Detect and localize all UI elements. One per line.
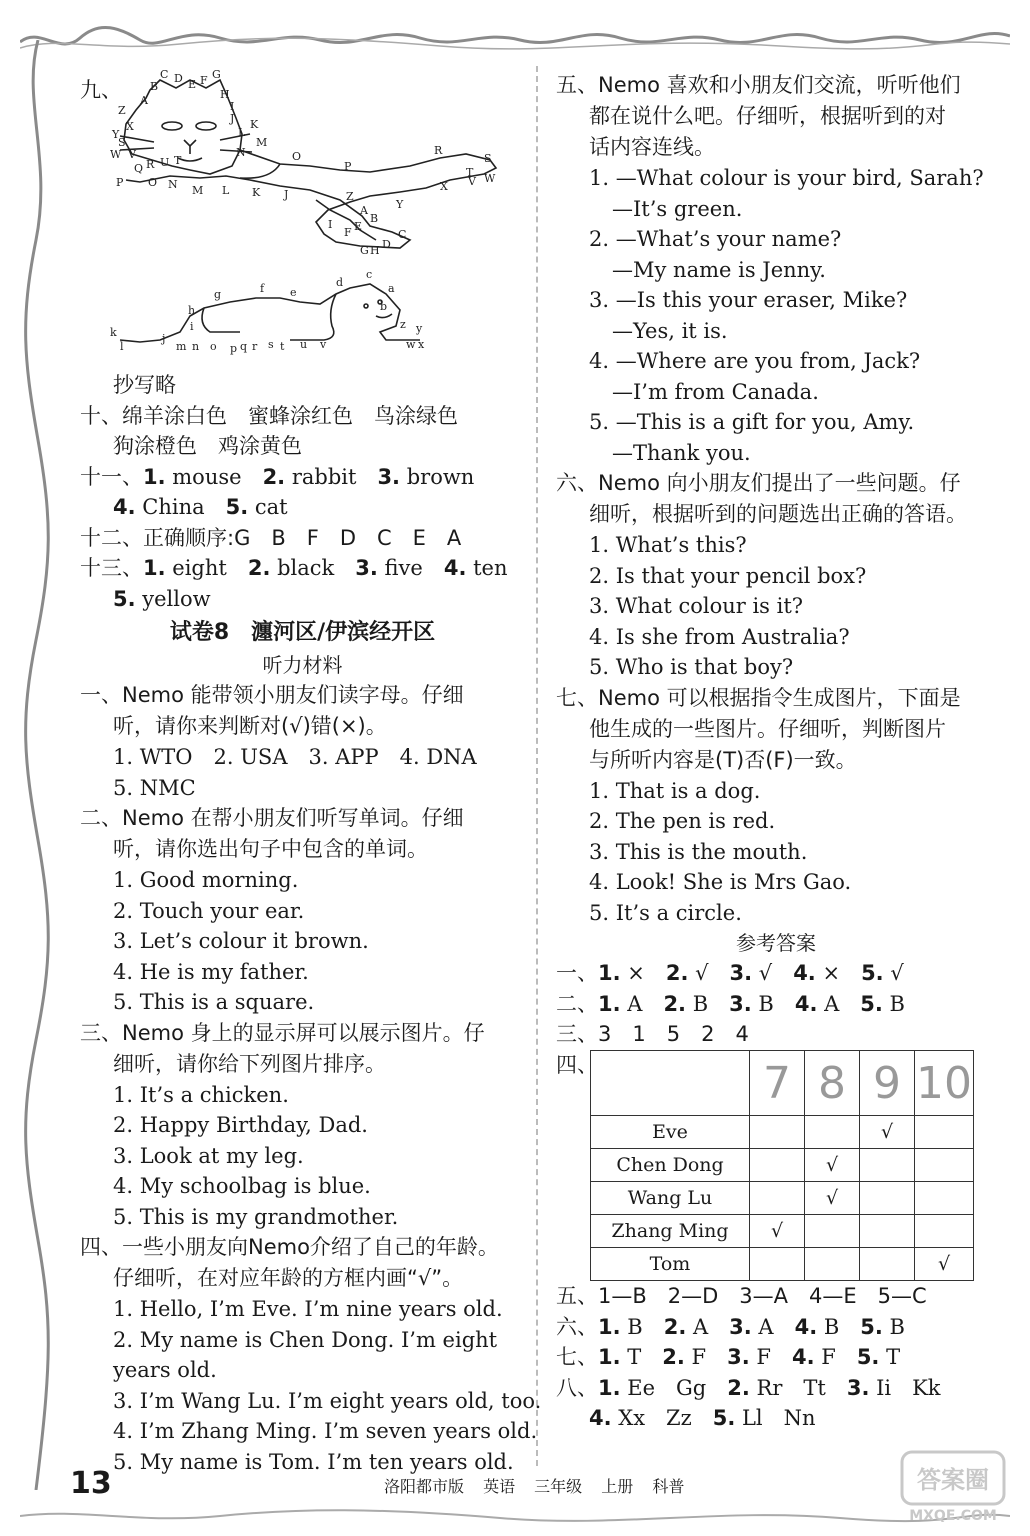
svg-text:B: B [370,212,379,225]
item-number: 1. [598,991,621,1016]
part6-heading-line2: 细听，根据听到的问题选出正确的答语。 [589,502,967,526]
svg-text:z: z [400,318,406,331]
part3-heading-line1: 三、Nemo 身上的显示屏可以展示图片。仔 [80,1020,485,1045]
list-item: 4. Look! She is Mrs Gao. [589,870,852,894]
item-number: 4. [443,556,467,580]
item-number: 1. [598,961,621,985]
list-item: 2. Happy Birthday, Dad. [113,1113,368,1137]
item-number: 2. [727,1375,750,1400]
svg-text:k: k [110,326,117,339]
svg-text:D: D [382,238,391,251]
list-item: —It’s green. [612,196,743,221]
q12-line: 十二、正确顺序:G B F D C E A [80,525,462,550]
svg-text:v: v [320,338,327,351]
list-item: 1. —What colour is your bird, Sarah? [589,166,984,190]
item-number: 5. [861,961,884,985]
svg-text:F: F [344,226,352,239]
item-value: F [814,1345,857,1369]
part4-heading-line1: 四、一些小朋友向Nemo介绍了自己的年龄。 [80,1235,499,1259]
item-number: 3. [846,1375,870,1400]
list-item: 3. This is the mouth. [589,839,808,864]
svg-text:C: C [398,228,407,241]
item-value: B [882,1314,905,1339]
svg-text:D: D [174,72,183,85]
item-number: 4. [791,1345,815,1369]
svg-text:C: C [160,70,169,81]
age-header-cell: 9 [860,1051,915,1116]
mark-cell [860,1182,915,1215]
list-item: 2. —What’s your name? [589,227,842,251]
list-item: 3. Let’s colour it brown. [113,929,369,953]
q13-prefix: 十三、 [80,556,143,580]
item-value: A [751,1314,795,1339]
watermark-url: MXQE.COM [909,1508,997,1524]
item-value: √ [883,961,904,985]
mark-cell [915,1149,974,1182]
name-cell: Wang Lu [591,1182,750,1215]
item-value: B [882,991,905,1016]
item-number: 3. [727,1345,750,1369]
q13-line2 [80,584,525,615]
name-cell: Eve [591,1116,750,1149]
item-value: yellow [135,586,211,611]
mark-cell [915,1116,974,1149]
list-item: —Thank you. [612,440,751,465]
part7-heading-line2: 他生成的一些图片。仔细听，判断图片 [589,716,946,741]
q11-line2 [80,492,525,523]
item-value: √ [752,961,794,985]
svg-text:I: I [328,218,333,231]
svg-text:y: y [416,322,423,335]
item-number: 5. [860,1314,883,1339]
item-number: 5. [856,1345,880,1369]
svg-text:V: V [468,175,476,188]
list-item: 4. Is she from Australia? [589,624,850,649]
item-number: 3. [377,464,401,489]
mark-cell [915,1182,974,1215]
section-title: 试卷8 瀍河区/伊滨经开区 [169,620,436,645]
item-number: 3. [355,556,378,580]
item-number: 一、 [556,961,598,985]
svg-text:Y: Y [396,198,404,211]
list-item: 1. That is a dog. [589,778,761,803]
age-header-cell: 10 [915,1051,974,1116]
item-number: 七、 [556,1345,598,1369]
item-number: 六、 [556,1314,598,1339]
list-item: 5. Who is that boy? [589,655,794,679]
list-item: 3. Look at my leg. [113,1143,304,1168]
mark-cell: √ [805,1149,860,1182]
svg-text:H: H [370,244,380,257]
age-table [590,1050,974,1281]
item-number: 4. [794,1314,818,1339]
item-value: China [135,495,226,519]
mark-cell [915,1215,974,1248]
item-number: 二、 [556,991,598,1016]
svg-text:g: g [214,288,222,301]
item-value: eight [165,556,248,580]
svg-text:r: r [252,340,258,353]
svg-text:A: A [140,94,148,107]
item-value: A [620,991,664,1016]
table-row [591,1215,974,1248]
svg-text:S: S [484,152,492,165]
part1-heading-line1: 一、Nemo 能带领小朋友们读字母。仔细 [80,683,464,707]
item-number: 2. [665,961,689,985]
mark-cell [860,1248,915,1281]
svg-text:q: q [240,340,248,353]
svg-text:J: J [284,188,289,201]
name-cell: Tom [591,1248,750,1281]
svg-text:j: j [162,332,166,345]
svg-text:s: s [268,338,274,351]
answer-3: 三、3 1 5 2 4 [556,1022,749,1046]
item-number: 2. [262,464,286,489]
q13-line1 [80,553,525,584]
q11-prefix: 十一、 [80,464,143,489]
item-number: 八、 [556,1375,598,1400]
list-item: 1. Good morning. [113,868,299,892]
svg-text:L: L [238,126,246,139]
column-divider [536,66,538,1466]
list-item: 3. What colour is it? [589,594,804,618]
svg-text:P: P [116,176,124,189]
svg-text:T: T [466,166,474,179]
part5-heading-line1: 五、Nemo 喜欢和小朋友们交流，听听他们 [556,73,961,97]
item-value: × [620,961,666,985]
item-number: 3. [729,991,752,1016]
decorative-left-border [18,40,58,1490]
item-number: 5. [712,1406,736,1430]
part3-heading-line2: 细听，请你给下列图片排序。 [113,1051,386,1076]
right-column [556,70,996,1434]
svg-text:t: t [280,340,285,353]
list-item: 2. The pen is red. [589,809,776,833]
item-value: B [620,1314,664,1339]
mark-cell: √ [805,1182,860,1215]
svg-text:x: x [418,338,425,351]
svg-text:E: E [354,220,363,233]
table-header-row [591,1051,974,1116]
part1-items-line2: 5. NMC [113,775,196,800]
mark-cell [860,1149,915,1182]
q10-line1: 十、绵羊涂白色 蜜蜂涂红色 鸟涂绿色 [80,403,458,428]
svg-text:Q: Q [134,162,144,175]
list-item: 5. This is my grandmother. [113,1204,399,1229]
mark-cell [750,1116,805,1149]
list-item: —Yes, it is. [612,318,728,343]
item-value: rabbit [285,464,378,489]
svg-text:R: R [434,144,443,157]
list-item: 5. This is a square. [113,990,315,1014]
svg-text:E: E [188,78,197,91]
item-number: 4. [794,991,818,1016]
svg-text:p: p [230,342,238,355]
list-item: 4. He is my father. [113,959,309,984]
item-value: × [815,961,862,985]
mark-cell: √ [750,1215,805,1248]
mark-cell [805,1116,860,1149]
item-number: 3. [729,961,753,985]
age-header-cell: 8 [805,1051,860,1116]
svg-text:F: F [200,74,208,87]
svg-text:J: J [230,112,235,125]
item-value: B [751,991,795,1016]
svg-text:N: N [236,146,246,159]
item-number: 2. [247,556,271,580]
section-subtitle: 听力材料 [262,653,343,677]
item-number: 4. [589,1406,612,1430]
svg-text:U: U [160,156,170,169]
part2-heading-line1: 二、Nemo 在帮小朋友们听写单词。仔细 [80,806,464,830]
mark-cell [805,1248,860,1281]
decorative-top-border [20,22,1010,56]
svg-text:l: l [120,340,124,353]
svg-text:P: P [344,160,352,173]
answer-4-label: 四、 [556,1052,598,1077]
svg-text:Y: Y [112,128,120,141]
item-number: 4. [793,961,816,985]
item-number: 1. [143,556,166,580]
q10-line2: 狗涂橙色 鸡涂黄色 [113,434,302,458]
left-column [80,70,542,1477]
svg-text:K: K [250,118,259,131]
q11-line1 [80,462,525,493]
dot-to-dot-illustration [80,70,510,370]
item-number: 2. [663,1314,687,1339]
part2-heading-line2: 听，请你选出句子中包含的单词。 [113,837,428,861]
watermark-logo [898,1448,1008,1526]
table-row [591,1116,974,1149]
item-number: 1. [598,1314,621,1339]
svg-text:G: G [360,244,369,257]
item-value: Ii Kk [869,1375,941,1400]
table-corner-cell [591,1051,750,1116]
item-number: 4. [113,495,136,519]
item-number: 5. [113,586,136,611]
svg-text:A: A [360,204,368,217]
item-value: black [270,556,356,580]
answer-2 [556,989,996,1020]
item-value: Ee Gg [620,1375,728,1400]
part5-heading-line3: 话内容连线。 [589,135,715,159]
item-number: 3. [729,1314,752,1339]
list-item: 5. —This is a gift for you, Amy. [589,410,915,434]
answer-8-line2 [556,1403,996,1434]
svg-text:X: X [440,180,448,193]
list-item: 4. —Where are you from, Jack? [589,349,921,373]
item-number: 5. [225,495,249,519]
svg-text:Z: Z [346,190,354,203]
item-value: ten [466,556,508,580]
dot-to-dot-puzzle [80,70,525,370]
svg-text:w: w [406,338,416,351]
item-value: F [749,1345,792,1369]
svg-text:K: K [252,186,261,199]
part7-heading-line1: 七、Nemo 可以根据指令生成图片，下面是 [556,685,961,710]
watermark-text: 答案圈 [917,1466,989,1494]
item-value: Rr Tt [749,1375,847,1400]
svg-text:i: i [190,320,194,333]
svg-text:O: O [148,176,158,189]
mark-cell: √ [915,1248,974,1281]
item-number: 2. [663,991,687,1016]
svg-text:I: I [230,100,235,113]
svg-text:W: W [110,148,122,161]
list-item: 1. Hello, I’m Eve. I’m nine years old. [113,1297,503,1321]
page-number: 13 [70,1466,112,1501]
list-item: 3. —Is this your eraser, Mike? [589,288,908,312]
item-value: A [686,1314,730,1339]
svg-text:V: V [128,148,136,161]
list-item: years old. [113,1358,217,1382]
decorative-bottom-border [20,1506,1010,1526]
svg-text:h: h [188,304,196,317]
item-value: A [817,991,861,1016]
table-row [591,1149,974,1182]
svg-text:T: T [174,154,182,167]
list-item: —My name is Jenny. [612,257,826,282]
item-number: 1. [598,1345,621,1369]
svg-text:a: a [388,282,395,295]
name-cell: Zhang Ming [591,1215,750,1248]
age-header-cell: 7 [750,1051,805,1116]
svg-text:M: M [192,184,204,197]
item-value: five [377,556,444,580]
item-number: 1. [143,464,166,489]
answer-6 [556,1312,996,1343]
list-item: 5. It’s a circle. [589,900,742,925]
q9-label: 九、 [80,78,122,102]
svg-text:W: W [484,172,496,185]
svg-text:R: R [146,158,155,171]
part6-heading-line1: 六、Nemo 向小朋友们提出了一些问题。仔 [556,471,961,495]
part5-heading-line2: 都在说什么吧。仔细听，根据听到的对 [589,104,946,128]
mark-cell [750,1248,805,1281]
part1-heading-line2: 听，请你来判断对(√)错(×)。 [113,714,387,738]
item-number: 2. [662,1345,685,1369]
svg-text:u: u [300,338,308,351]
list-item: 4. My schoolbag is blue. [113,1174,371,1198]
svg-text:m: m [176,340,187,353]
item-value: T [620,1345,663,1369]
svg-text:H: H [220,88,230,101]
item-value: mouse [165,464,263,489]
svg-text:N: N [168,178,178,191]
item-value: Ll Nn [735,1406,816,1430]
svg-text:O: O [292,150,302,163]
answer-1 [556,958,996,989]
item-value: B [686,991,730,1016]
svg-text:n: n [192,340,200,353]
list-item: 2. Touch your ear. [113,898,305,923]
list-item: —I’m from Canada. [612,379,819,404]
item-number: 1. [598,1375,621,1400]
answer-5: 五、1—B 2—D 3—A 4—E 5—C [556,1284,927,1308]
item-value: cat [248,495,288,519]
mark-cell [860,1215,915,1248]
list-item: 1. What’s this? [589,533,747,557]
table-row [591,1182,974,1215]
item-value: Xx Zz [611,1406,713,1430]
list-item: 3. I’m Wang Lu. I’m eight years old, too. [113,1388,542,1413]
svg-text:c: c [366,268,373,281]
item-number: 5. [860,991,883,1016]
footer-text: 洛阳都市版 英语 三年级 上册 科普 [384,1477,685,1496]
page-footer [70,1466,950,1506]
answer-7 [556,1342,996,1373]
list-item: 1. It’s a chicken. [113,1082,289,1107]
answer-8-line1 [556,1373,996,1404]
item-value: B [817,1314,861,1339]
list-item: 2. My name is Chen Dong. I’m eight [113,1327,498,1352]
item-value: brown [400,464,475,489]
mark-cell [750,1149,805,1182]
svg-text:o: o [210,340,217,353]
name-cell: Chen Dong [591,1149,750,1182]
mark-cell: √ [860,1116,915,1149]
svg-text:X: X [126,120,134,133]
svg-text:b: b [380,300,388,313]
svg-text:e: e [290,286,297,299]
svg-text:L: L [222,184,230,197]
answers-title: 参考答案 [736,931,816,955]
item-value: F [684,1345,728,1369]
list-item: 4. I’m Zhang Ming. I’m seven years old. [113,1419,538,1443]
svg-text:S: S [118,136,126,149]
svg-text:B: B [150,80,159,93]
item-value: T [879,1345,901,1369]
svg-text:Z: Z [118,104,126,117]
part1-items-line1: 1. WTO 2. USA 3. APP 4. DNA [113,745,477,769]
part4-heading-line2: 仔细听，在对应年龄的方框内画“√”。 [113,1266,464,1290]
item-value: √ [688,961,730,985]
svg-text:G: G [212,70,221,81]
list-item: 5. My name is Tom. I’m ten years old. [113,1449,514,1474]
q9-note: 抄写略 [113,373,176,397]
part7-heading-line3: 与所听内容是(T)否(F)一致。 [589,747,857,772]
svg-text:M: M [256,136,268,149]
svg-text:f: f [260,282,265,295]
list-item: 2. Is that your pencil box? [589,563,867,588]
svg-text:d: d [336,276,344,289]
mark-cell [805,1215,860,1248]
table-row [591,1248,974,1281]
mark-cell [750,1182,805,1215]
